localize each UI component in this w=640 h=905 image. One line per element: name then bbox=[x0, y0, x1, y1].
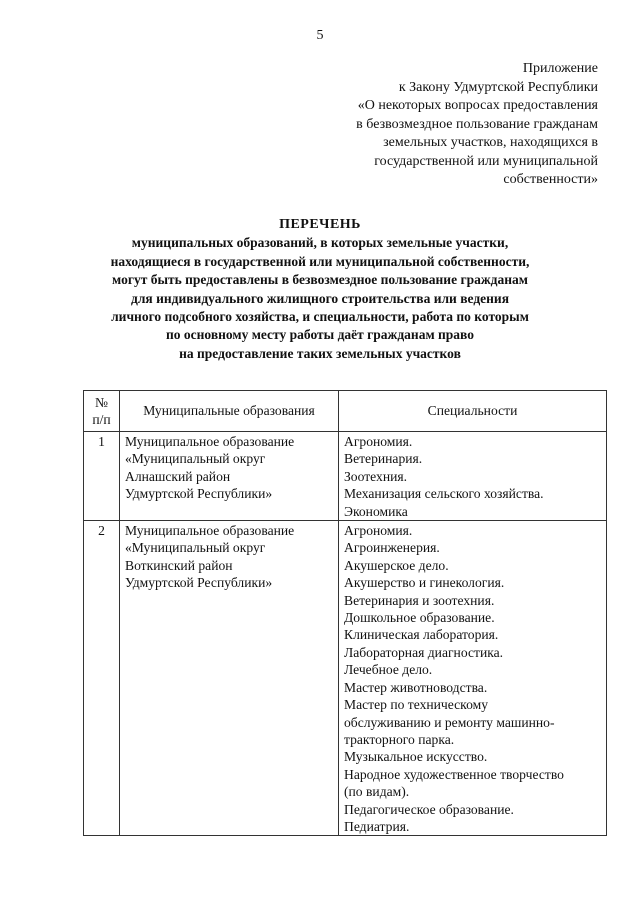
appendix-line: к Закону Удмуртской Республики bbox=[398, 79, 598, 95]
appendix-line: Приложение bbox=[522, 61, 598, 76]
row-number: 1 bbox=[84, 432, 120, 521]
specialty-line: Агрономия. bbox=[344, 523, 413, 539]
header-specialties: Специальности bbox=[339, 391, 607, 432]
appendix-line: собственности» bbox=[503, 172, 598, 187]
specialties-cell bbox=[339, 521, 607, 836]
specialty-line: Экономика bbox=[344, 503, 408, 519]
municipality-line: «Муниципальный округ bbox=[125, 540, 266, 556]
title-line: по основному месту работы даёт гражданам право bbox=[165, 327, 474, 343]
row-number: 2 bbox=[84, 521, 120, 836]
specialty-line: Педиатрия. bbox=[344, 818, 410, 834]
specialty-line: тракторного парка. bbox=[344, 731, 455, 747]
specialty-line: обслуживанию и ремонту машинно- bbox=[344, 714, 555, 730]
municipality-cell bbox=[120, 521, 339, 836]
appendix-line: в безвозмездное пользование гражданам bbox=[356, 116, 598, 132]
specialty-line: Ветеринария и зоотехния. bbox=[344, 592, 495, 608]
specialty-line: Агрономия. bbox=[344, 434, 413, 449]
specialty-line: Мастер животноводства. bbox=[344, 679, 488, 695]
specialty-line: (по видам). bbox=[344, 784, 410, 800]
appendix-line: государственной или муниципальной bbox=[374, 153, 598, 169]
appendix-line: «О некоторых вопросах предоставления bbox=[357, 98, 598, 113]
specialty-line: Агроинженерия. bbox=[344, 540, 440, 556]
title-line: могут быть предоставлены в безвозмездное пользование гражданам bbox=[112, 272, 528, 288]
municipality-line: Удмуртской Республики» bbox=[125, 486, 273, 502]
page-number: 5 bbox=[316, 28, 324, 43]
specialty-line: Акушерское дело. bbox=[344, 557, 449, 573]
table-body bbox=[84, 432, 607, 836]
title-line: на предоставление таких земельных участков bbox=[179, 345, 461, 361]
specialty-line: Ветеринария. bbox=[344, 451, 423, 467]
specialty-line: Зоотехния. bbox=[344, 468, 408, 484]
specialty-line: Клиническая лаборатория. bbox=[344, 627, 499, 643]
municipality-line: Муниципальное образование bbox=[125, 434, 295, 449]
specialty-line: Педагогическое образование. bbox=[344, 801, 514, 817]
header-number: № п/п bbox=[84, 391, 120, 432]
appendix-line: земельных участков, находящихся в bbox=[383, 135, 598, 150]
title-line: находящиеся в государственной или муниципальной собственности, bbox=[110, 253, 530, 269]
table-row bbox=[84, 432, 607, 521]
specialty-line: Механизация сельского хозяйства. bbox=[344, 486, 544, 502]
municipality-line: «Муниципальный округ bbox=[125, 451, 266, 467]
municipality-line: Воткинский район bbox=[125, 557, 233, 573]
table-header-row bbox=[84, 391, 607, 432]
specialty-line: Акушерство и гинекология. bbox=[344, 575, 505, 591]
title-line: личного подсобного хозяйства, и специальности, работа по которым bbox=[111, 309, 529, 325]
specialty-line: Лечебное дело. bbox=[344, 662, 433, 678]
specialty-line: Дошкольное образование. bbox=[344, 610, 495, 626]
appendix-header bbox=[298, 60, 598, 190]
specialties-cell bbox=[339, 432, 607, 521]
specialty-line: Лабораторная диагностика. bbox=[344, 644, 504, 660]
municipality-line: Удмуртской Республики» bbox=[125, 575, 273, 591]
table-row bbox=[84, 521, 607, 836]
title-line: муниципальных образований, в которых земельные участки, bbox=[131, 235, 509, 251]
title-heading: ПЕРЕЧЕНЬ bbox=[279, 217, 361, 232]
header-municipality: Муниципальные образования bbox=[120, 391, 339, 432]
title-line: для индивидуального жилищного строительства или ведения bbox=[131, 290, 509, 306]
specialty-line: Народное художественное творчество bbox=[344, 766, 564, 782]
municipalities-table bbox=[83, 390, 607, 836]
specialty-line: Музыкальное искусство. bbox=[344, 749, 488, 765]
document-title bbox=[60, 216, 580, 363]
specialty-line: Мастер по техническому bbox=[344, 697, 489, 713]
municipality-line: Алнашский район bbox=[125, 468, 231, 484]
municipality-line: Муниципальное образование bbox=[125, 523, 295, 539]
municipality-cell bbox=[120, 432, 339, 521]
